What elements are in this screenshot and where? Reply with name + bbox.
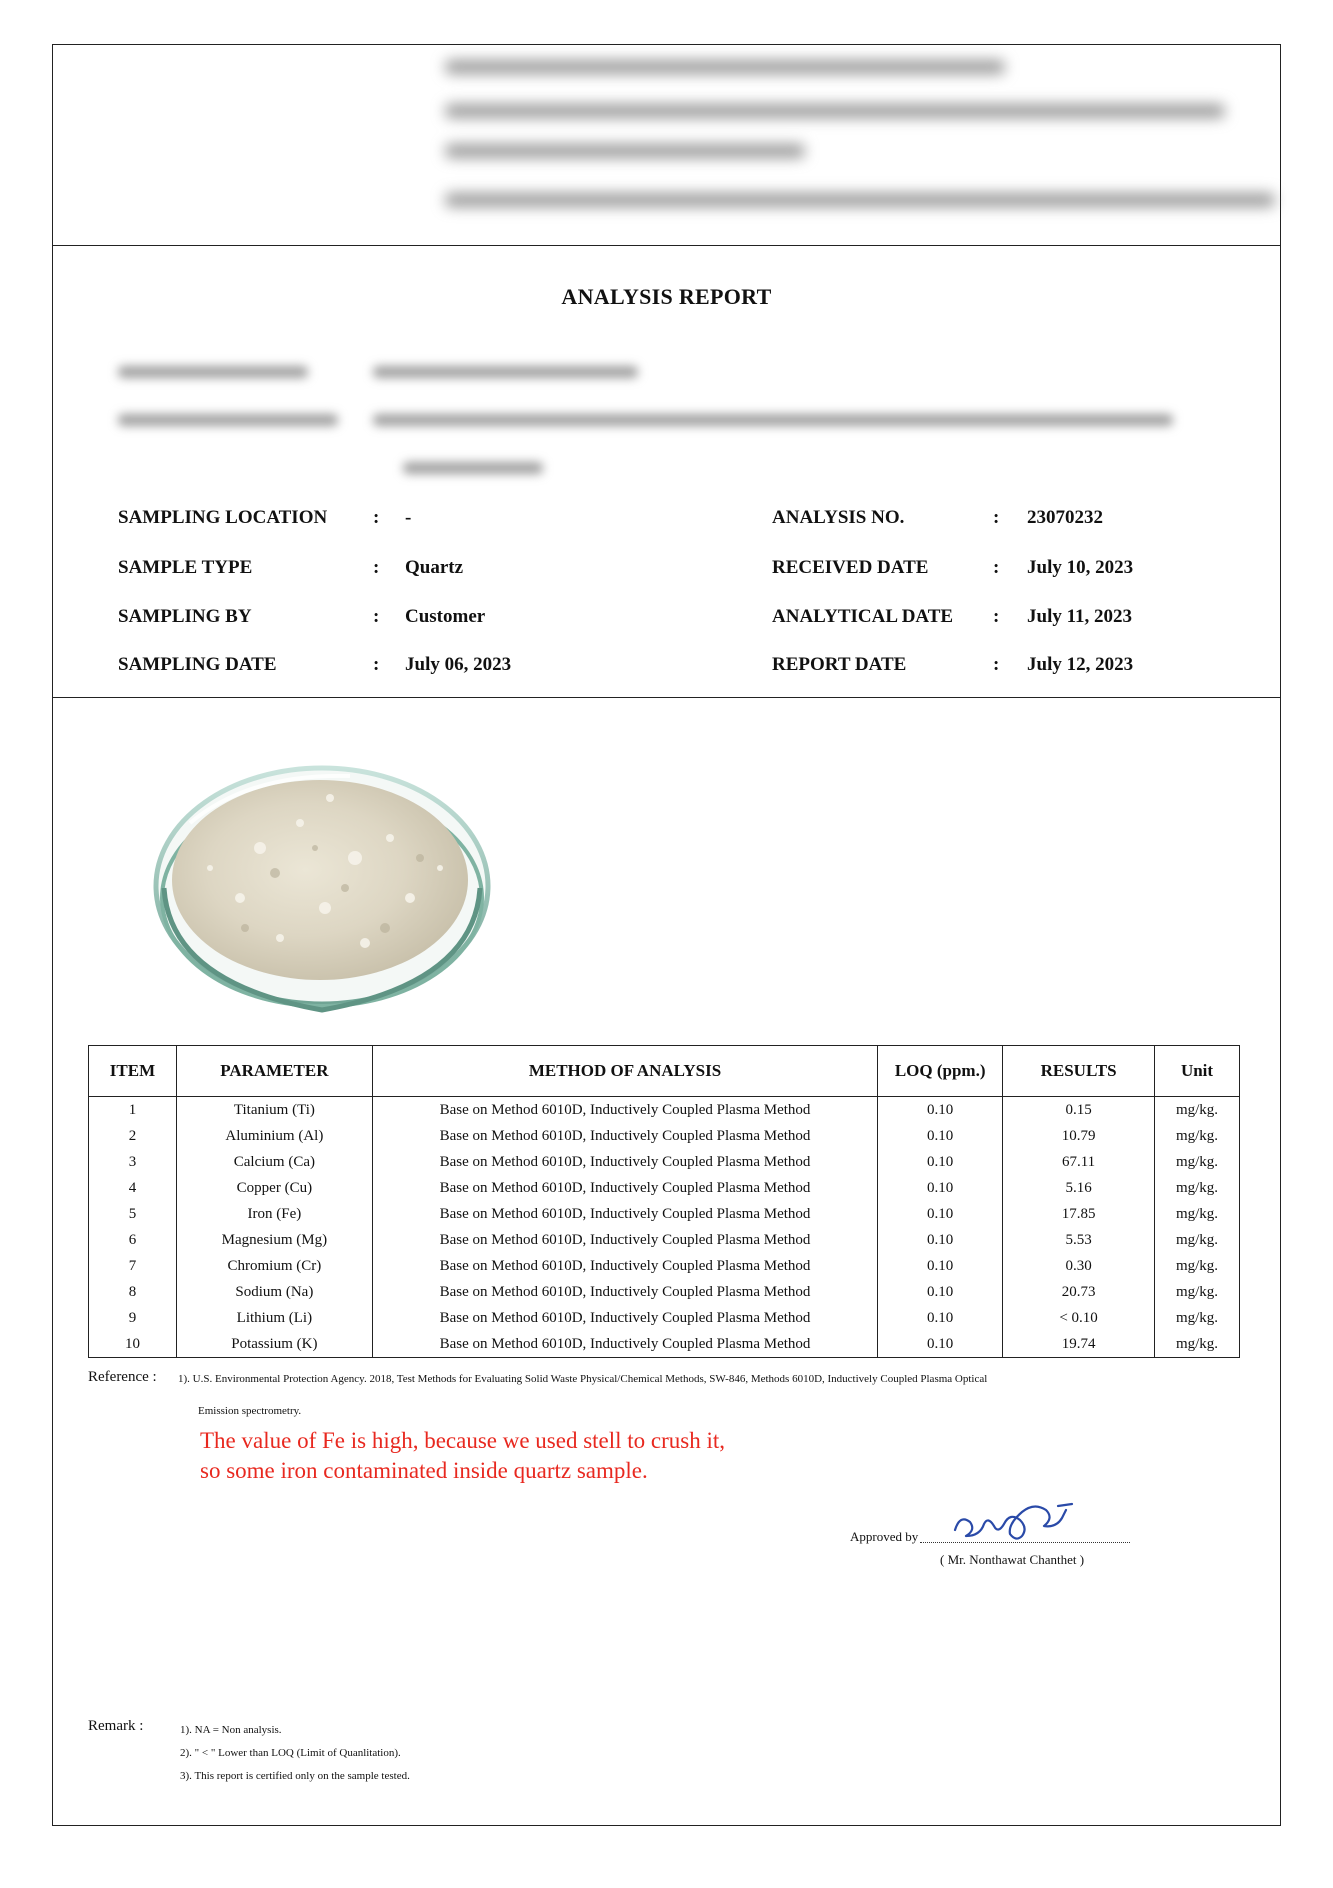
table-row bbox=[89, 1149, 1240, 1175]
cell-method: Base on Method 6010D, Inductively Coupled Plasma Method bbox=[372, 1175, 877, 1201]
cell-item: 6 bbox=[89, 1227, 177, 1253]
cell-loq: 0.10 bbox=[878, 1227, 1003, 1253]
cell-result: < 0.10 bbox=[1003, 1305, 1155, 1331]
cell-loq: 0.10 bbox=[878, 1279, 1003, 1305]
header-parameter: PARAMETER bbox=[176, 1046, 372, 1097]
cell-parameter: Copper (Cu) bbox=[176, 1175, 372, 1201]
sample-photo bbox=[150, 728, 492, 1018]
value-sampling-location: - bbox=[405, 507, 412, 528]
cell-unit: mg/kg. bbox=[1155, 1175, 1240, 1201]
table-row bbox=[89, 1279, 1240, 1305]
table-row bbox=[89, 1253, 1240, 1279]
cell-unit: mg/kg. bbox=[1155, 1227, 1240, 1253]
fe-note-line1: The value of Fe is high, because we used stell to crush it, bbox=[200, 1428, 726, 1453]
cell-item: 10 bbox=[89, 1331, 177, 1358]
value-sample-type: Quartz bbox=[405, 557, 464, 578]
cell-result: 20.73 bbox=[1003, 1279, 1155, 1305]
remark-item: 2). " < " Lower than LOQ (Limit of Quanlitation). bbox=[180, 1747, 401, 1759]
cell-method: Base on Method 6010D, Inductively Coupled Plasma Method bbox=[372, 1227, 877, 1253]
label-received-date: RECEIVED DATE bbox=[772, 557, 929, 578]
cell-parameter: Magnesium (Mg) bbox=[176, 1227, 372, 1253]
cell-parameter: Calcium (Ca) bbox=[176, 1149, 372, 1175]
cell-unit: mg/kg. bbox=[1155, 1123, 1240, 1149]
cell-method: Base on Method 6010D, Inductively Coupled Plasma Method bbox=[372, 1331, 877, 1358]
sep: : bbox=[993, 557, 1000, 578]
cell-item: 8 bbox=[89, 1279, 177, 1305]
cell-item: 5 bbox=[89, 1201, 177, 1227]
label-analytical-date: ANALYTICAL DATE bbox=[772, 606, 954, 627]
cell-result: 67.11 bbox=[1003, 1149, 1155, 1175]
value-sampling-date: July 06, 2023 bbox=[405, 654, 512, 675]
cell-loq: 0.10 bbox=[878, 1149, 1003, 1175]
cell-parameter: Potassium (K) bbox=[176, 1331, 372, 1358]
value-report-date: July 12, 2023 bbox=[1027, 654, 1134, 675]
remark-label: Remark : bbox=[88, 1718, 144, 1734]
signature bbox=[950, 1496, 1080, 1548]
cell-loq: 0.10 bbox=[878, 1123, 1003, 1149]
header-method: METHOD OF ANALYSIS bbox=[372, 1046, 877, 1097]
cell-item: 2 bbox=[89, 1123, 177, 1149]
cell-result: 5.16 bbox=[1003, 1175, 1155, 1201]
header-loq: LOQ (ppm.) bbox=[878, 1046, 1003, 1097]
cell-unit: mg/kg. bbox=[1155, 1279, 1240, 1305]
cell-method: Base on Method 6010D, Inductively Coupled Plasma Method bbox=[372, 1149, 877, 1175]
cell-parameter: Iron (Fe) bbox=[176, 1201, 372, 1227]
cell-unit: mg/kg. bbox=[1155, 1201, 1240, 1227]
reference-label: Reference : bbox=[88, 1369, 157, 1385]
fe-note-line2: so some iron contaminated inside quartz sample. bbox=[200, 1458, 648, 1483]
cell-parameter: Titanium (Ti) bbox=[176, 1097, 372, 1124]
value-analytical-date: July 11, 2023 bbox=[1027, 606, 1133, 627]
value-received-date: July 10, 2023 bbox=[1027, 557, 1134, 578]
cell-unit: mg/kg. bbox=[1155, 1097, 1240, 1124]
value-analysis-no: 23070232 bbox=[1027, 507, 1103, 528]
cell-result: 0.30 bbox=[1003, 1253, 1155, 1279]
sep: : bbox=[373, 606, 380, 627]
label-sampling-location: SAMPLING LOCATION bbox=[118, 507, 328, 528]
sep: : bbox=[373, 654, 380, 675]
remark-item: 3). This report is certified only on the sample tested. bbox=[180, 1770, 410, 1782]
cell-loq: 0.10 bbox=[878, 1097, 1003, 1124]
table-row bbox=[89, 1175, 1240, 1201]
sep: : bbox=[993, 606, 1000, 627]
cell-loq: 0.10 bbox=[878, 1331, 1003, 1358]
report-title: ANALYSIS REPORT bbox=[561, 284, 772, 309]
redacted-customer-name bbox=[118, 362, 658, 382]
cell-unit: mg/kg. bbox=[1155, 1305, 1240, 1331]
cell-method: Base on Method 6010D, Inductively Coupled Plasma Method bbox=[372, 1305, 877, 1331]
header-results: RESULTS bbox=[1003, 1046, 1155, 1097]
label-analysis-no: ANALYSIS NO. bbox=[772, 507, 905, 528]
signer-name: ( Mr. Nonthawat Chanthet ) bbox=[940, 1552, 1085, 1567]
results-table bbox=[88, 1045, 1240, 1358]
cell-method: Base on Method 6010D, Inductively Coupled Plasma Method bbox=[372, 1279, 877, 1305]
cell-loq: 0.10 bbox=[878, 1253, 1003, 1279]
redacted-customer-address bbox=[118, 410, 1178, 480]
cell-result: 5.53 bbox=[1003, 1227, 1155, 1253]
cell-item: 1 bbox=[89, 1097, 177, 1124]
table-row bbox=[89, 1123, 1240, 1149]
table-row bbox=[89, 1097, 1240, 1124]
cell-result: 10.79 bbox=[1003, 1123, 1155, 1149]
approved-by-label: Approved by bbox=[850, 1529, 919, 1544]
sep: : bbox=[993, 507, 1000, 528]
cell-item: 4 bbox=[89, 1175, 177, 1201]
remark-item: 1). NA = Non analysis. bbox=[180, 1724, 282, 1736]
label-report-date: REPORT DATE bbox=[772, 654, 907, 675]
cell-unit: mg/kg. bbox=[1155, 1149, 1240, 1175]
reference-text: 1). U.S. Environmental Protection Agency. 2018, Test Methods for Evaluating Solid Waste Physical/Chemical Methods, SW-846, Methods 6010D, Inductively Coupled Plasma Optical bbox=[178, 1373, 988, 1385]
info-divider bbox=[52, 697, 1281, 698]
cell-unit: mg/kg. bbox=[1155, 1331, 1240, 1358]
cell-method: Base on Method 6010D, Inductively Coupled Plasma Method bbox=[372, 1097, 877, 1124]
cell-method: Base on Method 6010D, Inductively Coupled Plasma Method bbox=[372, 1253, 877, 1279]
cell-parameter: Aluminium (Al) bbox=[176, 1123, 372, 1149]
cell-result: 17.85 bbox=[1003, 1201, 1155, 1227]
table-header-row bbox=[89, 1046, 1240, 1097]
sep: : bbox=[373, 557, 380, 578]
sep: : bbox=[993, 654, 1000, 675]
table-row bbox=[89, 1331, 1240, 1358]
cell-item: 7 bbox=[89, 1253, 177, 1279]
header-item: ITEM bbox=[89, 1046, 177, 1097]
table-row bbox=[89, 1227, 1240, 1253]
cell-item: 9 bbox=[89, 1305, 177, 1331]
reference-text-cont: Emission spectrometry. bbox=[198, 1405, 302, 1417]
cell-loq: 0.10 bbox=[878, 1201, 1003, 1227]
table-row bbox=[89, 1201, 1240, 1227]
cell-result: 19.74 bbox=[1003, 1331, 1155, 1358]
cell-parameter: Lithium (Li) bbox=[176, 1305, 372, 1331]
cell-unit: mg/kg. bbox=[1155, 1253, 1240, 1279]
cell-loq: 0.10 bbox=[878, 1175, 1003, 1201]
header-unit: Unit bbox=[1155, 1046, 1240, 1097]
cell-parameter: Sodium (Na) bbox=[176, 1279, 372, 1305]
table-row bbox=[89, 1305, 1240, 1331]
cell-method: Base on Method 6010D, Inductively Coupled Plasma Method bbox=[372, 1123, 877, 1149]
label-sampling-by: SAMPLING BY bbox=[118, 606, 252, 627]
cell-loq: 0.10 bbox=[878, 1305, 1003, 1331]
header-divider bbox=[52, 245, 1281, 246]
label-sampling-date: SAMPLING DATE bbox=[118, 654, 277, 675]
value-sampling-by: Customer bbox=[405, 606, 486, 627]
sep: : bbox=[373, 507, 380, 528]
label-sample-type: SAMPLE TYPE bbox=[118, 557, 253, 578]
cell-parameter: Chromium (Cr) bbox=[176, 1253, 372, 1279]
cell-result: 0.15 bbox=[1003, 1097, 1155, 1124]
cell-item: 3 bbox=[89, 1149, 177, 1175]
redacted-company-header bbox=[440, 60, 1280, 240]
cell-method: Base on Method 6010D, Inductively Coupled Plasma Method bbox=[372, 1201, 877, 1227]
